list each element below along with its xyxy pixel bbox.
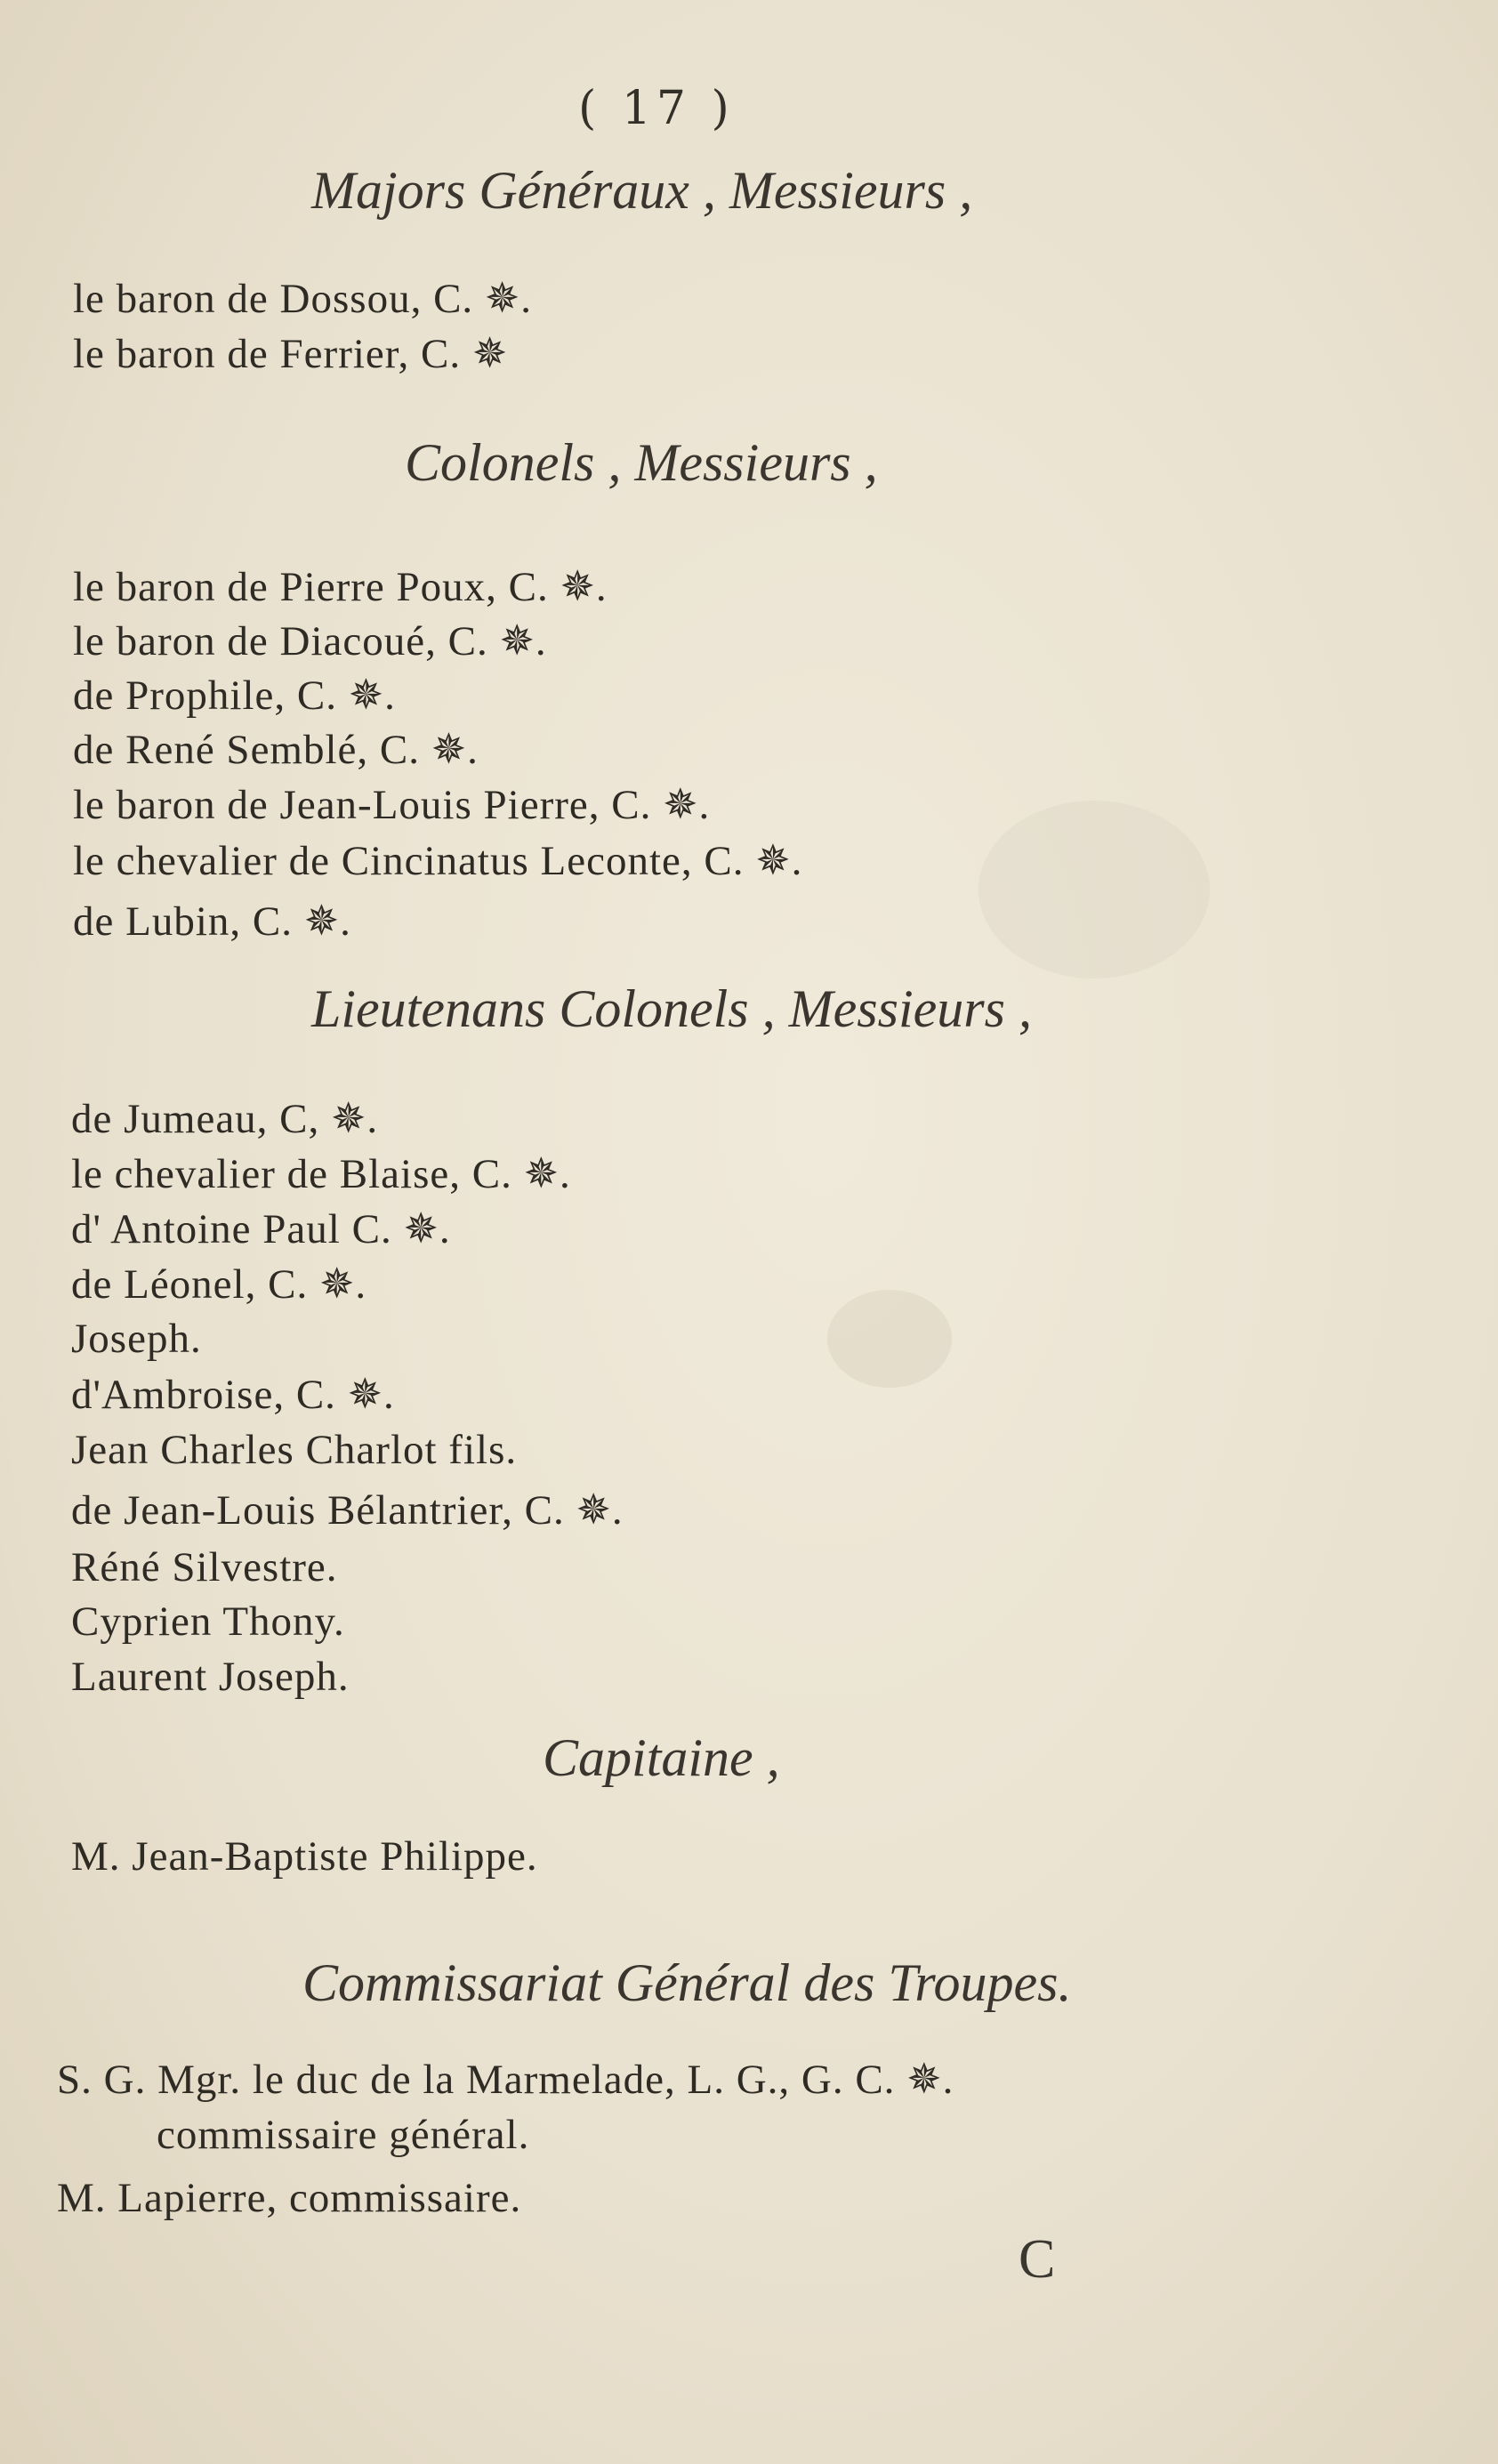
entry-line: le baron de Jean-Louis Pierre, C. ✵. <box>73 782 711 828</box>
entry-line: Joseph. <box>71 1316 202 1362</box>
entry-line: de Lubin, C. ✵. <box>73 898 351 945</box>
entry-line: le baron de Pierre Poux, C. ✵. <box>73 564 608 610</box>
section-heading-capitaine: Capitaine , <box>543 1728 780 1787</box>
entry-line: le baron de Ferrier, C. ✵ <box>73 331 509 377</box>
section-heading-majors: Majors Généraux , Messieurs , <box>311 161 973 220</box>
entry-line: le chevalier de Blaise, C. ✵. <box>71 1151 571 1197</box>
entry-line: le baron de Dossou, C. ✵. <box>73 276 533 322</box>
entry-line: le chevalier de Cincinatus Leconte, C. ✵. <box>73 838 803 884</box>
entry-line: d' Antoine Paul C. ✵. <box>71 1206 451 1252</box>
entry-line: de Prophile, C. ✵. <box>73 672 396 719</box>
entry-line: de Léonel, C. ✵. <box>71 1261 367 1308</box>
entry-line: Cyprien Thony. <box>71 1598 345 1645</box>
entry-line: M. Lapierre, commissaire. <box>57 2175 522 2221</box>
entry-line: Jean Charles Charlot fils. <box>71 1427 518 1473</box>
entry-line-continued: commissaire général. <box>157 2112 530 2158</box>
page-number: ( 17 ) <box>578 82 735 135</box>
signature-mark: C <box>1019 2229 1056 2290</box>
section-heading-lieutenans: Lieutenans Colonels , Messieurs , <box>311 979 1032 1038</box>
entry-line: Laurent Joseph. <box>71 1654 350 1700</box>
paper-stain <box>979 801 1210 978</box>
entry-line: Réné Silvestre. <box>71 1544 338 1590</box>
section-heading-commissariat: Commissariat Général des Troupes. <box>302 1953 1072 2012</box>
entry-line: le baron de Diacoué, C. ✵. <box>73 618 547 664</box>
entry-line: de Jean-Louis Bélantrier, C. ✵. <box>71 1487 624 1534</box>
entry-line: M. Jean-Baptiste Philippe. <box>71 1833 538 1880</box>
entry-line: de Jumeau, C, ✵. <box>71 1096 379 1142</box>
entry-line: de René Semblé, C. ✵. <box>73 727 479 773</box>
section-heading-colonels: Colonels , Messieurs , <box>405 433 878 492</box>
entry-line: S. G. Mgr. le duc de la Marmelade, L. G., G. C. ✵. <box>57 2057 954 2103</box>
paper-stain <box>827 1290 952 1388</box>
entry-line: d'Ambroise, C. ✵. <box>71 1372 395 1418</box>
